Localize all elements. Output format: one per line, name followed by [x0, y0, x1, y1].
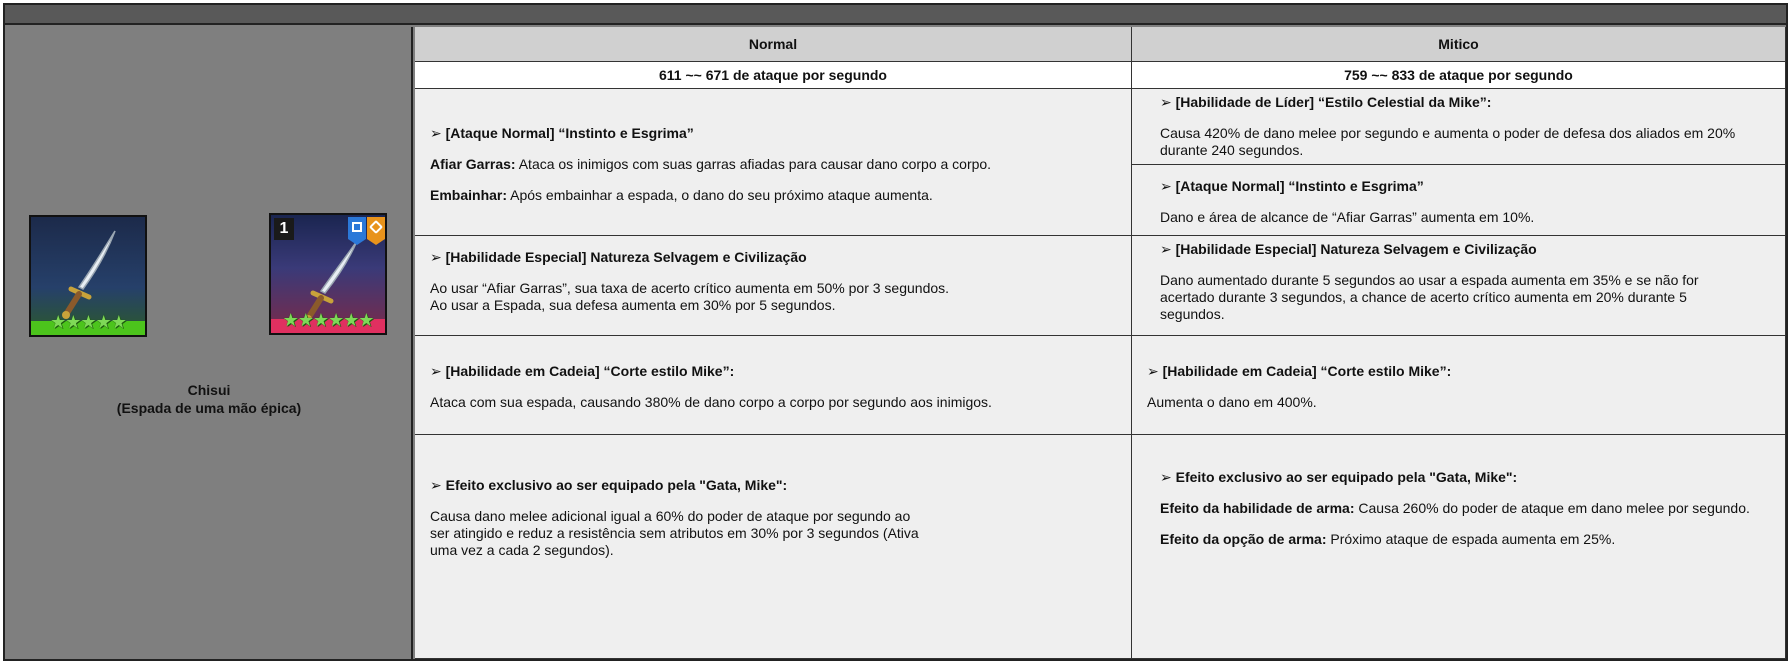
mythic-special-skill	[1132, 236, 1786, 336]
weapon-comparison-table	[3, 3, 1788, 661]
title-bar	[5, 5, 1786, 25]
skill-text: Causa 260% do poder de ataque em dano melee por segundo.	[1354, 500, 1750, 516]
mythic-chain-skill	[1132, 336, 1786, 435]
mythic-leader-skill	[1132, 89, 1786, 165]
weapon-type: (Espada de uma mão épica)	[116, 400, 302, 416]
mythic-attack-stat: 759 ~~ 833 de ataque por segundo	[1132, 62, 1786, 89]
diamond-icon	[367, 217, 385, 239]
skill-text: Causa dano melee adicional igual a 60% do poder de ataque por segundo ao ser atingido e reduz a resistência sem atributos em 30% por 3 segundos (Ativa uma vez a cada 2 segundos).	[430, 508, 919, 558]
header-mythic: Mitico	[1132, 27, 1786, 62]
mythic-weapon-card	[269, 213, 387, 335]
normal-chain-skill	[415, 336, 1132, 435]
mythic-basic-attack	[1132, 165, 1786, 236]
bookmark-icon	[348, 217, 366, 239]
level-badge: 1	[274, 218, 294, 240]
section-title: ➢ [Habilidade em Cadeia] “Corte estilo Mike”:	[430, 363, 735, 379]
normal-special-skill	[415, 236, 1132, 336]
mythic-exclusive-effect	[1132, 435, 1786, 659]
section-title: ➢ [Ataque Normal] “Instinto e Esgrima”	[430, 125, 694, 141]
section-title: ➢ [Ataque Normal] “Instinto e Esgrima”	[1160, 178, 1424, 194]
skill-text: Ataca os inimigos com suas garras afiadas para causar dano corpo a corpo.	[515, 156, 992, 172]
skill-line	[430, 156, 1123, 173]
normal-attack-stat: 611 ~~ 671 de ataque por segundo	[415, 62, 1132, 89]
section-title: ➢ [Habilidade de Líder] “Estilo Celestial da Mike”:	[1160, 94, 1492, 110]
normal-weapon-card	[29, 215, 147, 337]
section-title: ➢ Efeito exclusivo ao ser equipado pela "Gata, Mike":	[1160, 469, 1518, 485]
normal-exclusive-effect	[415, 435, 1132, 659]
skill-label: Afiar Garras:	[430, 156, 516, 172]
skill-line: Ao usar “Afiar Garras”, sua taxa de acerto crítico aumenta em 50% por 3 segundos.	[430, 280, 950, 296]
normal-basic-attack	[415, 89, 1132, 236]
rarity-stars: ★★★★★	[50, 312, 126, 332]
header-normal: Normal	[415, 27, 1132, 62]
section-title: ➢ [Habilidade Especial] Natureza Selvagem e Civilização	[1160, 241, 1537, 257]
skill-text: Ataca com sua espada, causando 380% de dano corpo a corpo por segundo aos inimigos.	[430, 394, 992, 410]
skill-text: Dano aumentado durante 5 segundos ao usar a espada aumenta em 35% e se não for acertado durante 3 segundos, a chance de acerto crítico aumenta em 20% durante 5 segundos.	[1160, 272, 1699, 322]
skill-line	[1160, 500, 1783, 517]
skill-line	[1160, 531, 1783, 548]
section-title: ➢ [Habilidade Especial] Natureza Selvagem e Civilização	[430, 249, 807, 265]
skill-text: Dano e área de alcance de “Afiar Garras” aumenta em 10%.	[1160, 209, 1535, 225]
skill-label: Embainhar:	[430, 187, 508, 203]
skill-line: Ao usar a Espada, sua defesa aumenta em 30% por 5 segundos.	[430, 297, 836, 313]
weapon-info-column	[5, 27, 413, 659]
weapon-title: Chisui	[187, 382, 231, 398]
rarity-stars: ★★★★★★	[282, 310, 374, 330]
skill-label: Efeito da opção de arma:	[1160, 531, 1327, 547]
skill-line	[430, 187, 1123, 204]
section-title: ➢ Efeito exclusivo ao ser equipado pela "Gata, Mike":	[430, 477, 788, 493]
skill-text: Causa 420% de dano melee por segundo e aumenta o poder de defesa dos aliados em 20% durante 240 segundos.	[1160, 125, 1736, 158]
skill-label: Efeito da habilidade de arma:	[1160, 500, 1355, 516]
skill-text: Aumenta o dano em 400%.	[1147, 394, 1317, 410]
skill-text: Após embainhar a espada, o dano do seu próximo ataque aumenta.	[507, 187, 933, 203]
section-title: ➢ [Habilidade em Cadeia] “Corte estilo Mike”:	[1147, 363, 1452, 379]
skill-text: Próximo ataque de espada aumenta em 25%.	[1326, 531, 1616, 547]
weapon-name	[5, 381, 413, 417]
